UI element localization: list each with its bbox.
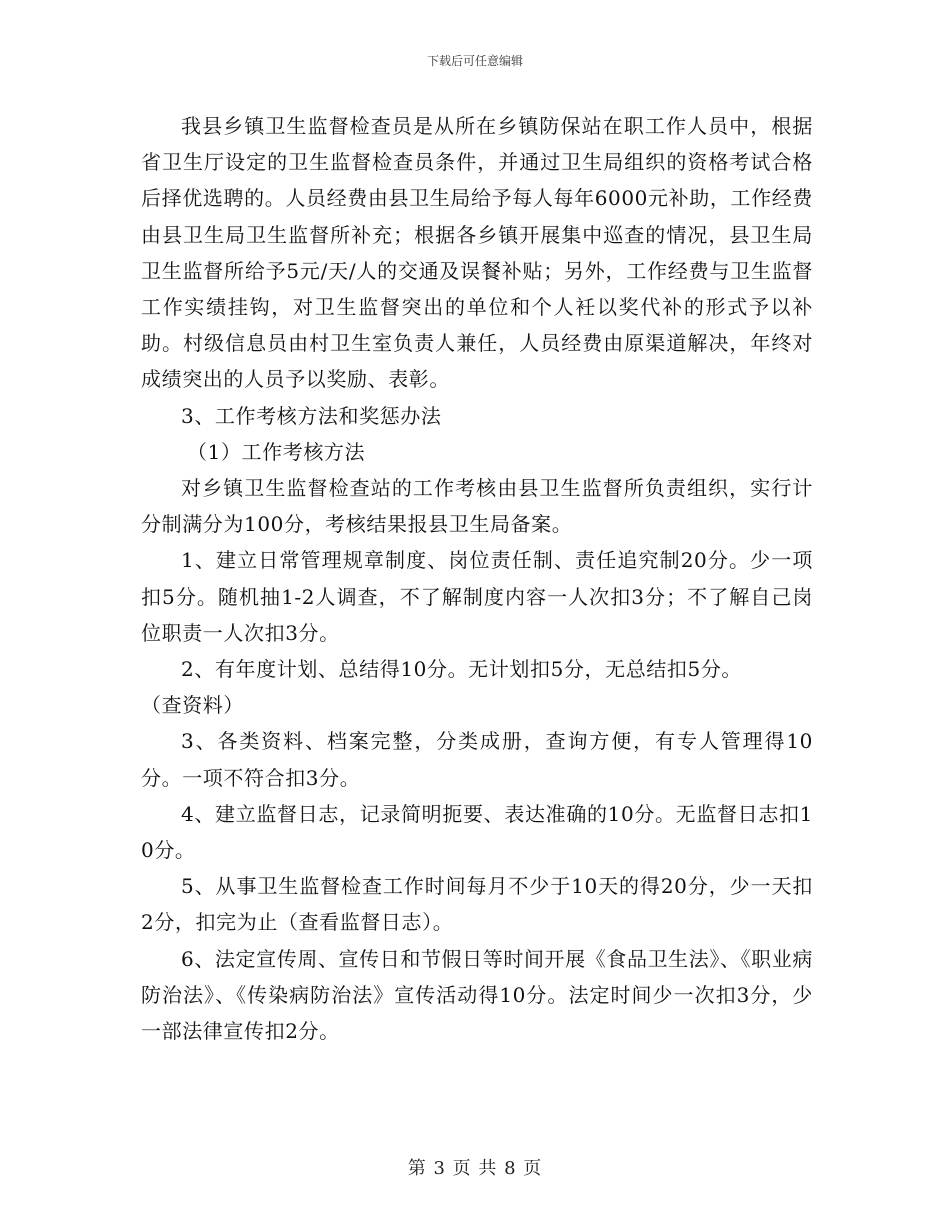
list-item-6: 6、法定宣传周、宣传日和节假日等时间开展《食品卫生法》、《职业病防治法》、《传染病防治法》宣传活动得10分。法定时间少一次扣3分，少一部法律宣传扣2分。: [141, 946, 813, 1044]
paragraph-assessment-intro: 对乡镇卫生监督检查站的工作考核由县卫生监督所负责组织，实行计分制满分为100分，考核结果报县卫生局备案。: [141, 476, 813, 537]
list-item-2: 2、有年度计划、总结得10分。无计划扣5分，无总结扣5分。: [181, 657, 743, 682]
list-item-2-note: （查资料）: [141, 693, 244, 718]
section-heading-assessment: 3、工作考核方法和奖惩办法: [181, 403, 442, 428]
document-body: [141, 108, 813, 1049]
list-item-5: 5、从事卫生监督检查工作时间每月不少于10天的得20分，少一天扣2分，扣完为止（查看监督日志）。: [141, 874, 813, 935]
paragraph-staffing: 我县乡镇卫生监督检查员是从所在乡镇防保站在职工作人员中，根据省卫生厅设定的卫生监督检查员条件，并通过卫生局组织的资格考试合格后择优选聘的。人员经费由县卫生局给予每人每年6000元补助，工作经费由县卫生局卫生监督所补充；根据各乡镇开展集中巡查的情况，县卫生局卫生监督所给予5元/天/人的交通及误餐补贴；另外，工作经费与卫生监督工作实绩挂钩，对卫生监督突出的单位和个人衽以奖代补的形式予以补助。村级信息员由村卫生室负责人兼任，人员经费由原渠道解决，年终对成绩突出的人员予以奖励、表彰。: [141, 114, 813, 392]
subsection-heading-method: （1）工作考核方法: [187, 439, 366, 464]
list-item-3: 3、各类资料、档案完整，分类成册，查询方便，有专人管理得10分。一项不符合扣3分。: [141, 729, 813, 790]
list-item-4: 4、建立监督日志，记录简明扼要、表达准确的10分。无监督日志扣10分。: [141, 801, 813, 863]
page-header-note: 下载后可任意编辑: [426, 54, 523, 68]
page-number: 第 3 页 共 8 页: [407, 1158, 543, 1179]
list-item-1: 1、建立日常管理规章制度、岗位责任制、责任追究制20分。少一项扣5分。随机抽1-2人调查，不了解制度内容一人次扣3分；不了解自己岗位职责一人次扣3分。: [141, 548, 813, 645]
